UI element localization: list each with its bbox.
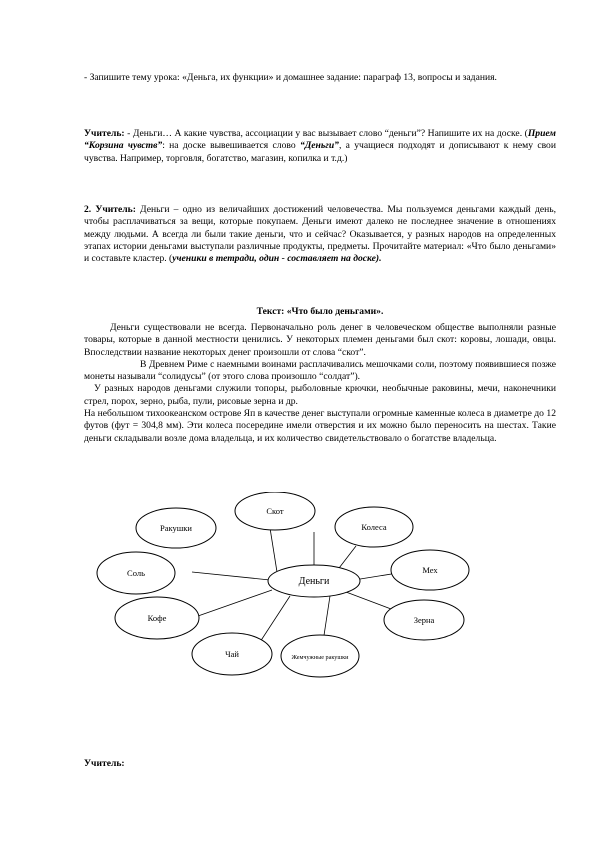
text-heading: Текст: «Что было деньгами».: [256, 306, 384, 317]
body-paragraph: У разных народов деньгами служили топоры, рыболовные крючки, необычные раковины, мечи, наконечники стрел, порох, зерно, рыба, пули, рисовые зерна и др.: [84, 383, 556, 407]
cluster-node-label: Кофе: [147, 613, 167, 623]
cluster-node-label: Скот: [266, 506, 284, 516]
board-word: “Деньги”: [299, 140, 339, 152]
cluster-node-label: Колеса: [361, 522, 387, 532]
reading-text: [84, 322, 556, 445]
body-paragraph: На небольшом тихоокеанском острове Яп в качестве денег выступали огромные каменные колеса в диаметре до 12 футов (фут = 304,8 мм). Эти колеса посередине имели отверстия и их можно было переносить на шестах. Такие деньги складывали возле дома владельца, и их количество свидетельствовало о богатстве владельца.: [84, 408, 556, 444]
body-paragraph: Деньги существовали не всегда. Первоначально роль денег в человеческом обществе выполняли разные товары, которые в данной местности ценились. У некоторых племен деньгами был скот: коровы, лошади, овцы. Впоследствии название некоторых денег произошли от слова “скот”.: [84, 322, 556, 358]
teacher-footer: Учитель:: [84, 758, 125, 769]
speaker-label: Учитель:: [84, 128, 125, 139]
money-cluster-diagram: [84, 492, 556, 692]
cluster-node-label: Ракушки: [160, 523, 192, 533]
speaker-label: Учитель:: [95, 204, 136, 215]
cluster-node-label: Мех: [422, 565, 438, 575]
cluster-node-label: Соль: [127, 568, 145, 578]
cluster-node-label: Жемчужные ракушки: [291, 654, 349, 661]
instruction-paragraph: - Запишите тему урока: «Деньга, их функции» и домашнее задание: параграф 13, вопросы и задания.: [84, 72, 497, 83]
task-note: ученики в тетради, один - составляет на доске).: [172, 253, 382, 265]
cluster-node-label: Зерна: [413, 615, 435, 625]
center-node-label: Деньги: [298, 576, 330, 587]
body-paragraph: В Древнем Риме с наемными воинами расплачивались мешочками соли, поэтому появившиеся позже монеты называли “солидусы” (от этого слова произошло “солдат”).: [84, 358, 556, 383]
method-name: Прием “Корзина чувств”: [84, 128, 556, 152]
item-number: 2.: [84, 204, 92, 215]
money-intro-paragraph: 2. Учитель: Деньги – одно из величайших достижений человечества. Мы пользуемся деньгами каждый день, чтобы расплачиваться за вещи, которые покупаем. Деньги имеют далеко не последнее значение в отношениях между людьми. А всегда ли были такие деньги, что и сейчас? Оказывается, у разных народов на определенных этапах истории деньгами выступали различные продукты, предметы. Прочитайте материал: «Что было деньгами» и составьте кластер. (ученики в тетради, один - составляет на доске).: [84, 204, 556, 265]
feelings-paragraph: Учитель: - Деньги… А какие чувства, ассоциации у вас вызывает слово “деньги”? Напишите их на доске. (Прием “Корзина чувств”: на доске вывешивается слово “Деньги”, а учащиеся подходят и дописывают к нему свои чувства. Например, торговля, богатство, магазин, копилка и т.д.): [84, 128, 556, 164]
cluster-node-label: Чай: [225, 649, 239, 659]
